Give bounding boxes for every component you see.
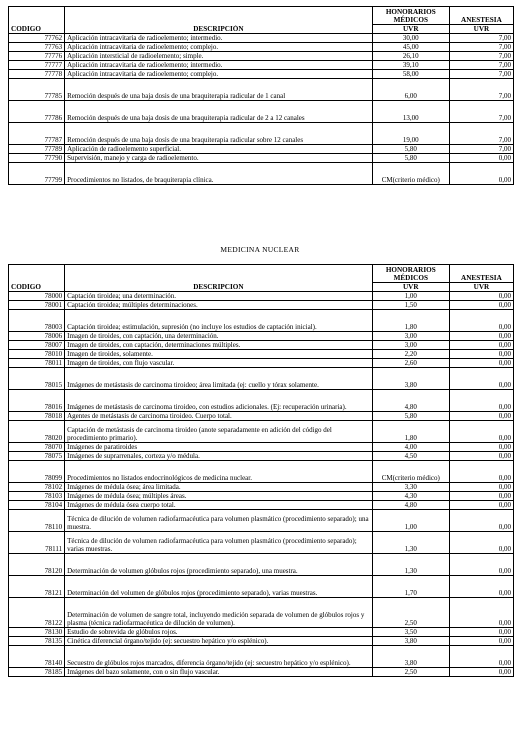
honorarios-uvr: 2,20 — [372, 350, 449, 359]
table-row — [9, 79, 514, 101]
procedure-code: 78070 — [9, 443, 65, 452]
table-row — [9, 350, 514, 359]
honorarios-uvr: 39,10 — [372, 61, 449, 70]
procedure-code: 77763 — [9, 43, 65, 52]
procedure-code: 77789 — [9, 145, 65, 154]
honorarios-uvr: 13,00 — [372, 101, 449, 123]
procedure-description: Determinación de volumen de sangre total, incluyendo medición separada de volumen de glóbulos rojos y plasma (técnica radiofarmacéutica de dilución de volumen). — [65, 598, 373, 628]
anestesia-uvr: 7,00 — [449, 52, 513, 61]
anestesia-uvr: 7,00 — [449, 43, 513, 52]
codigo-header: CODIGO — [9, 283, 65, 292]
anestesia-uvr: 0,00 — [449, 461, 513, 483]
procedure-description: Procedimientos no listados endocrinológicos de medicina nuclear. — [65, 461, 373, 483]
table-row — [9, 421, 514, 443]
procedure-description: Captación de metástasis de carcinoma tiroideo (anote separadamente en adición del código del procedimiento primario). — [65, 421, 373, 443]
anestesia-uvr: 7,00 — [449, 70, 513, 79]
anestesia-uvr: 0,00 — [449, 421, 513, 443]
honorarios-uvr: 19,00 — [372, 123, 449, 145]
section-title: MEDICINA NUCLEAR — [220, 245, 300, 254]
table-row — [9, 70, 514, 79]
table-row — [9, 461, 514, 483]
honorarios-uvr: 3,80 — [372, 368, 449, 390]
procedure-description: Remoción después de una baja dosis de una braquiterapia radicular de 1 canal — [65, 79, 373, 101]
anestesia-uvr: 0,00 — [449, 492, 513, 501]
honorarios-uvr: 2,50 — [372, 598, 449, 628]
table-row — [9, 483, 514, 492]
procedure-code: 78102 — [9, 483, 65, 492]
procedure-description: Aplicación de radioelemento superficial. — [65, 145, 373, 154]
table-row — [9, 310, 514, 332]
procedure-description: Procedimientos no listados, de braquiterapia clínica. — [65, 163, 373, 185]
procedure-code: 77790 — [9, 154, 65, 163]
honorarios-uvr: 26,10 — [372, 52, 449, 61]
nuclear-medicine-table — [8, 264, 514, 677]
honorarios-uvr: 3,50 — [372, 628, 449, 637]
honorarios-uvr: 58,00 — [372, 70, 449, 79]
anestesia-uvr: 0,00 — [449, 350, 513, 359]
honorarios-uvr: 30,00 — [372, 34, 449, 43]
radiotherapy-table-body — [9, 34, 514, 185]
table-row — [9, 510, 514, 532]
anestesia-uvr-header: UVR — [449, 25, 513, 34]
table-row — [9, 412, 514, 421]
procedure-code: 77777 — [9, 61, 65, 70]
honorarios-uvr: 4,30 — [372, 492, 449, 501]
table-row — [9, 532, 514, 554]
honorarios-header: HONORARIOS MÉDICOS — [372, 265, 449, 283]
anestesia-uvr: 7,00 — [449, 101, 513, 123]
uvr-header: UVR — [372, 283, 449, 292]
procedure-code: 78003 — [9, 310, 65, 332]
honorarios-uvr: 1,80 — [372, 310, 449, 332]
honorarios-uvr: 4,00 — [372, 443, 449, 452]
procedure-description: Determinación del volumen de glóbulos rojos (procedimiento separado), varias muestras. — [65, 576, 373, 598]
procedure-description: Determinación de volumen glóbulos rojos (procedimiento separado), una muestra. — [65, 554, 373, 576]
procedure-description: Imágenes de metástasis de carcinoma tiroideo; área limitada (ej: cuello y tórax solamente. — [65, 368, 373, 390]
anestesia-uvr: 0,00 — [449, 628, 513, 637]
procedure-code: 78122 — [9, 598, 65, 628]
procedure-description: Imágenes de médula ósea; múltiples áreas. — [65, 492, 373, 501]
anestesia-uvr: 0,00 — [449, 163, 513, 185]
table-row — [9, 501, 514, 510]
anestesia-uvr: 0,00 — [449, 646, 513, 668]
procedure-code: 78016 — [9, 390, 65, 412]
table-row — [9, 43, 514, 52]
table-row — [9, 598, 514, 628]
procedure-description: Imágenes del bazo solamente, con o sin flujo vascular. — [65, 668, 373, 677]
procedure-description: Imágenes de metástasis de carcinoma tiroideo, con estudios adicionales. (Ej: recuperación urinaria). — [65, 390, 373, 412]
anestesia-uvr: 0,00 — [449, 532, 513, 554]
anestesia-uvr: 0,00 — [449, 443, 513, 452]
honorarios-uvr: 3,00 — [372, 341, 449, 350]
honorarios-uvr: 3,00 — [372, 332, 449, 341]
table-row — [9, 292, 514, 301]
procedure-code: 78075 — [9, 452, 65, 461]
procedure-code: 78000 — [9, 292, 65, 301]
honorarios-uvr: 5,80 — [372, 412, 449, 421]
anestesia-uvr: 7,00 — [449, 79, 513, 101]
anestesia-uvr-header: UVR — [449, 283, 513, 292]
procedure-code: 78015 — [9, 368, 65, 390]
table-row — [9, 637, 514, 646]
anestesia-uvr: 7,00 — [449, 34, 513, 43]
honorarios-uvr: 1,00 — [372, 510, 449, 532]
table-row — [9, 452, 514, 461]
procedure-description: Imagen de tiroides, con flujo vascular. — [65, 359, 373, 368]
procedure-code: 78140 — [9, 646, 65, 668]
procedure-code: 77778 — [9, 70, 65, 79]
honorarios-uvr: 1,50 — [372, 301, 449, 310]
table-row — [9, 646, 514, 668]
procedure-description: Imagen de tiroides, con captación, determinaciones múltiples. — [65, 341, 373, 350]
procedure-description: Cinética diferencial órgano/tejido (ej: secuestro hepático y/o esplénico). — [65, 637, 373, 646]
procedure-code: 78111 — [9, 532, 65, 554]
honorarios-uvr: 1,30 — [372, 554, 449, 576]
honorarios-uvr: 4,80 — [372, 501, 449, 510]
procedure-code: 77785 — [9, 79, 65, 101]
anestesia-uvr: 7,00 — [449, 123, 513, 145]
descripcion-header: DESCRIPCION — [65, 283, 373, 292]
radiotherapy-table — [8, 6, 514, 185]
honorarios-uvr: 2,50 — [372, 668, 449, 677]
procedure-description: Captación tiroidea; estimulación, supresión (no incluye los estudios de captación inicial). — [65, 310, 373, 332]
procedure-description: Remoción después de una baja dosis de una braquiterapia radicular sobre 12 canales — [65, 123, 373, 145]
honorarios-uvr: 1,70 — [372, 576, 449, 598]
table-row — [9, 576, 514, 598]
table-row — [9, 52, 514, 61]
honorarios-uvr: 1,30 — [372, 532, 449, 554]
procedure-code: 77776 — [9, 52, 65, 61]
procedure-code: 77786 — [9, 101, 65, 123]
honorarios-uvr: 2,60 — [372, 359, 449, 368]
procedure-code: 77787 — [9, 123, 65, 145]
anestesia-uvr: 0,00 — [449, 554, 513, 576]
anestesia-uvr: 0,00 — [449, 368, 513, 390]
honorarios-uvr: CM(criterio médico) — [372, 163, 449, 185]
procedure-description: Aplicación intracavitaria de radioelemento; intermedio. — [65, 34, 373, 43]
table-row — [9, 332, 514, 341]
anestesia-uvr: 0,00 — [449, 576, 513, 598]
table-row — [9, 101, 514, 123]
anestesia-uvr: 0,00 — [449, 154, 513, 163]
table-row — [9, 341, 514, 350]
anestesia-uvr: 0,00 — [449, 390, 513, 412]
anestesia-header: ANESTESIA — [449, 265, 513, 283]
table-row — [9, 443, 514, 452]
codigo-header: CODIGO — [9, 25, 65, 34]
anestesia-uvr: 0,00 — [449, 452, 513, 461]
table-row — [9, 61, 514, 70]
honorarios-uvr: 45,00 — [372, 43, 449, 52]
uvr-header: UVR — [372, 25, 449, 34]
anestesia-uvr: 0,00 — [449, 668, 513, 677]
honorarios-uvr: 1,80 — [372, 421, 449, 443]
nuclear-medicine-table-body — [9, 292, 514, 677]
procedure-description: Técnica de dilución de volumen radiofarmacéutica para volumen plasmático (procedimiento separado); varias muestras. — [65, 532, 373, 554]
anestesia-uvr: 0,00 — [449, 637, 513, 646]
procedure-description: Imágenes de suprarrenales, corteza y/o médula. — [65, 452, 373, 461]
honorarios-uvr: 3,80 — [372, 646, 449, 668]
procedure-code: 78010 — [9, 350, 65, 359]
procedure-description: Aplicación intersticial de radioelemento; simple. — [65, 52, 373, 61]
anestesia-uvr: 0,00 — [449, 501, 513, 510]
procedure-code: 78130 — [9, 628, 65, 637]
table-row — [9, 359, 514, 368]
anestesia-uvr: 7,00 — [449, 61, 513, 70]
procedure-code: 78011 — [9, 359, 65, 368]
honorarios-uvr: 3,80 — [372, 637, 449, 646]
table-row — [9, 492, 514, 501]
procedure-description: Estudio de sobrevida de glóbulos rojos. — [65, 628, 373, 637]
procedure-description: Aplicación intracavitaria de radioelemento; complejo. — [65, 70, 373, 79]
procedure-code: 78018 — [9, 412, 65, 421]
honorarios-header: HONORARIOS MÉDICOS — [372, 7, 449, 25]
procedure-description: Técnica de dilución de volumen radiofarmacéutica para volumen plasmático (procedimiento separado); una muestra. — [65, 510, 373, 532]
procedure-description: Secuestro de glóbulos rojos marcados, diferencia órgano/tejido (ej: secuestro hepático y/o esplénico). — [65, 646, 373, 668]
anestesia-uvr: 7,00 — [449, 145, 513, 154]
procedure-description: Imágenes de paratiroides — [65, 443, 373, 452]
procedure-code: 78104 — [9, 501, 65, 510]
procedure-description: Imagen de tiroides, con captación, una determinación. — [65, 332, 373, 341]
anestesia-header: ANESTESIA — [449, 7, 513, 25]
procedure-code: 78007 — [9, 341, 65, 350]
honorarios-uvr: 4,50 — [372, 452, 449, 461]
procedure-code: 78121 — [9, 576, 65, 598]
honorarios-uvr: CM(criterio médico) — [372, 461, 449, 483]
anestesia-uvr: 0,00 — [449, 510, 513, 532]
procedure-code: 78099 — [9, 461, 65, 483]
anestesia-uvr: 0,00 — [449, 310, 513, 332]
procedure-code: 77762 — [9, 34, 65, 43]
procedure-description: Imagen de tiroides, solamente. — [65, 350, 373, 359]
table-row — [9, 668, 514, 677]
procedure-code: 78006 — [9, 332, 65, 341]
table-row — [9, 123, 514, 145]
procedure-description: Supervisión, manejo y carga de radioelemento. — [65, 154, 373, 163]
anestesia-uvr: 0,00 — [449, 359, 513, 368]
anestesia-uvr: 0,00 — [449, 332, 513, 341]
procedure-code: 78020 — [9, 421, 65, 443]
procedure-code: 78185 — [9, 668, 65, 677]
table-row — [9, 163, 514, 185]
table-row — [9, 154, 514, 163]
honorarios-uvr: 3,30 — [372, 483, 449, 492]
procedure-description: Agentes de metástasis de carcinoma tiroideo. Cuerpo total. — [65, 412, 373, 421]
procedure-description: Aplicación intracavitaria de radioelemento; complejo. — [65, 43, 373, 52]
anestesia-uvr: 0,00 — [449, 292, 513, 301]
anestesia-uvr: 0,00 — [449, 598, 513, 628]
honorarios-uvr: 5,80 — [372, 154, 449, 163]
table-row — [9, 628, 514, 637]
table-row — [9, 390, 514, 412]
table-row — [9, 145, 514, 154]
honorarios-uvr: 4,80 — [372, 390, 449, 412]
procedure-description: Imágenes de médula ósea cuerpo total. — [65, 501, 373, 510]
procedure-description: Captación tiroidea; múltiples determinaciones. — [65, 301, 373, 310]
table-row — [9, 554, 514, 576]
honorarios-uvr: 1,00 — [372, 292, 449, 301]
table-row — [9, 34, 514, 43]
anestesia-uvr: 0,00 — [449, 301, 513, 310]
procedure-code: 78110 — [9, 510, 65, 532]
honorarios-uvr: 5,80 — [372, 145, 449, 154]
procedure-code: 78103 — [9, 492, 65, 501]
anestesia-uvr: 0,00 — [449, 341, 513, 350]
anestesia-uvr: 0,00 — [449, 412, 513, 421]
procedure-code: 78001 — [9, 301, 65, 310]
procedure-code: 77799 — [9, 163, 65, 185]
table-row — [9, 301, 514, 310]
honorarios-uvr: 6,00 — [372, 79, 449, 101]
table-row — [9, 368, 514, 390]
anestesia-uvr: 0,00 — [449, 483, 513, 492]
procedure-code: 78135 — [9, 637, 65, 646]
descripcion-header: DESCRIPCIÓN — [65, 25, 373, 34]
procedure-description: Imágenes de médula ósea; área limitada. — [65, 483, 373, 492]
procedure-description: Remoción después de una baja dosis de una braquiterapia radicular de 2 a 12 canales — [65, 101, 373, 123]
procedure-code: 78120 — [9, 554, 65, 576]
procedure-description: Aplicación intracavitaria de radioelemento; intermedio. — [65, 61, 373, 70]
procedure-description: Captación tiroidea; una determinación. — [65, 292, 373, 301]
